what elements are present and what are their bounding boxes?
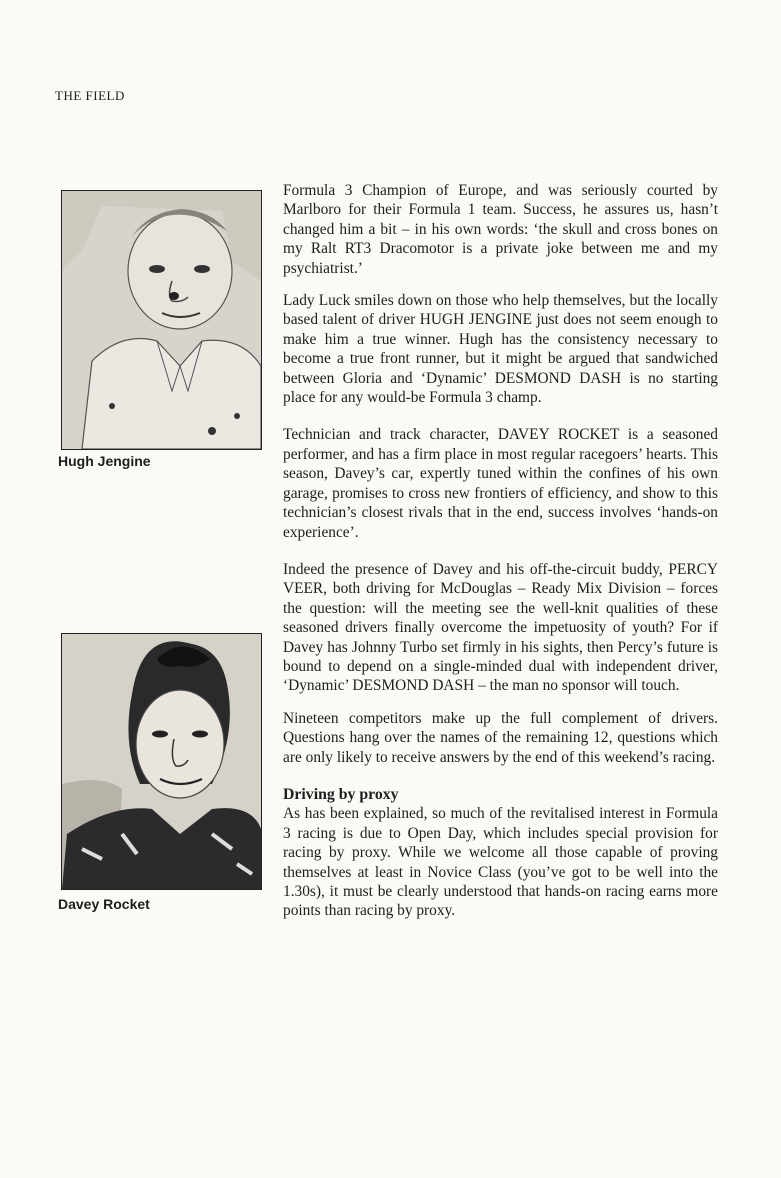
photo-caption-davey-rocket: Davey Rocket — [58, 896, 150, 912]
paragraph-3: Technician and track character, DAVEY ROCKET is a seasoned performer, and has a firm place in most regular racegoers’ hearts. This season, Davey’s car, expertly tuned within the confines of his own garage, promises to cross new frontiers of efficiency, and show to this technician’s closest rivals that in the end, success involves ‘hands-on experience’. — [283, 426, 718, 541]
section-heading-driving-by-proxy: Driving by proxy — [283, 785, 399, 803]
paragraph-2: Lady Luck smiles down on those who help themselves, but the locally based talent of driver HUGH JENGINE just does not seem enough to make him a true winner. Hugh has the consistency necessary to become a true front runner, but it might be argued that sandwiched between Gloria and ‘Dynamic’ DESMOND DASH is no starting place for any would-be Formula 3 champ. — [283, 292, 718, 407]
paragraph-5: Nineteen competitors make up the full complement of drivers. Questions hang over the names of the remaining 12, questions which are only likely to receive answers by the end of this weekend’s racing. — [283, 709, 718, 766]
davey-rocket-portrait-illustration — [62, 634, 261, 889]
davey-rocket-photo — [61, 633, 262, 890]
hugh-jengine-portrait-illustration — [62, 191, 261, 449]
paragraph-4: Indeed the presence of Davey and his off-the-circuit buddy, PERCY VEER, both driving for McDouglas – Ready Mix Division – forces the question: will the meeting see the well-knit qualities of these seasoned drivers finally overcome the impetuosity of youth? For if Davey has Johnny Turbo set firmly in his sights, then Percy’s future is bound to depend on a single-minded dual with independent driver, ‘Dynamic’ DESMOND DASH – the man no sponsor will touch. — [283, 560, 718, 695]
hugh-jengine-photo — [61, 190, 262, 450]
paragraph-6: As has been explained, so much of the revitalised interest in Formula 3 racing is due to Open Day, which includes special provision for racing by proxy. While we welcome all those capable of proving themselves at least in Novice Class (you’ve got to be well into the 1.30s), it must be clearly understood that hands-on racing earns more points than racing by proxy. — [283, 805, 718, 920]
article-body — [283, 181, 718, 921]
running-head: THE FIELD — [55, 88, 125, 103]
paragraph-1: Formula 3 Champion of Europe, and was seriously courted by Marlboro for their Formula 1 team. Success, he assures us, hasn’t changed him a bit – in his own words: ‘the skull and cross bones on my Ralt RT3 Dracomotor is a private joke between me and my psychiatrist.’ — [283, 182, 718, 277]
photo-caption-hugh-jengine: Hugh Jengine — [58, 453, 151, 469]
